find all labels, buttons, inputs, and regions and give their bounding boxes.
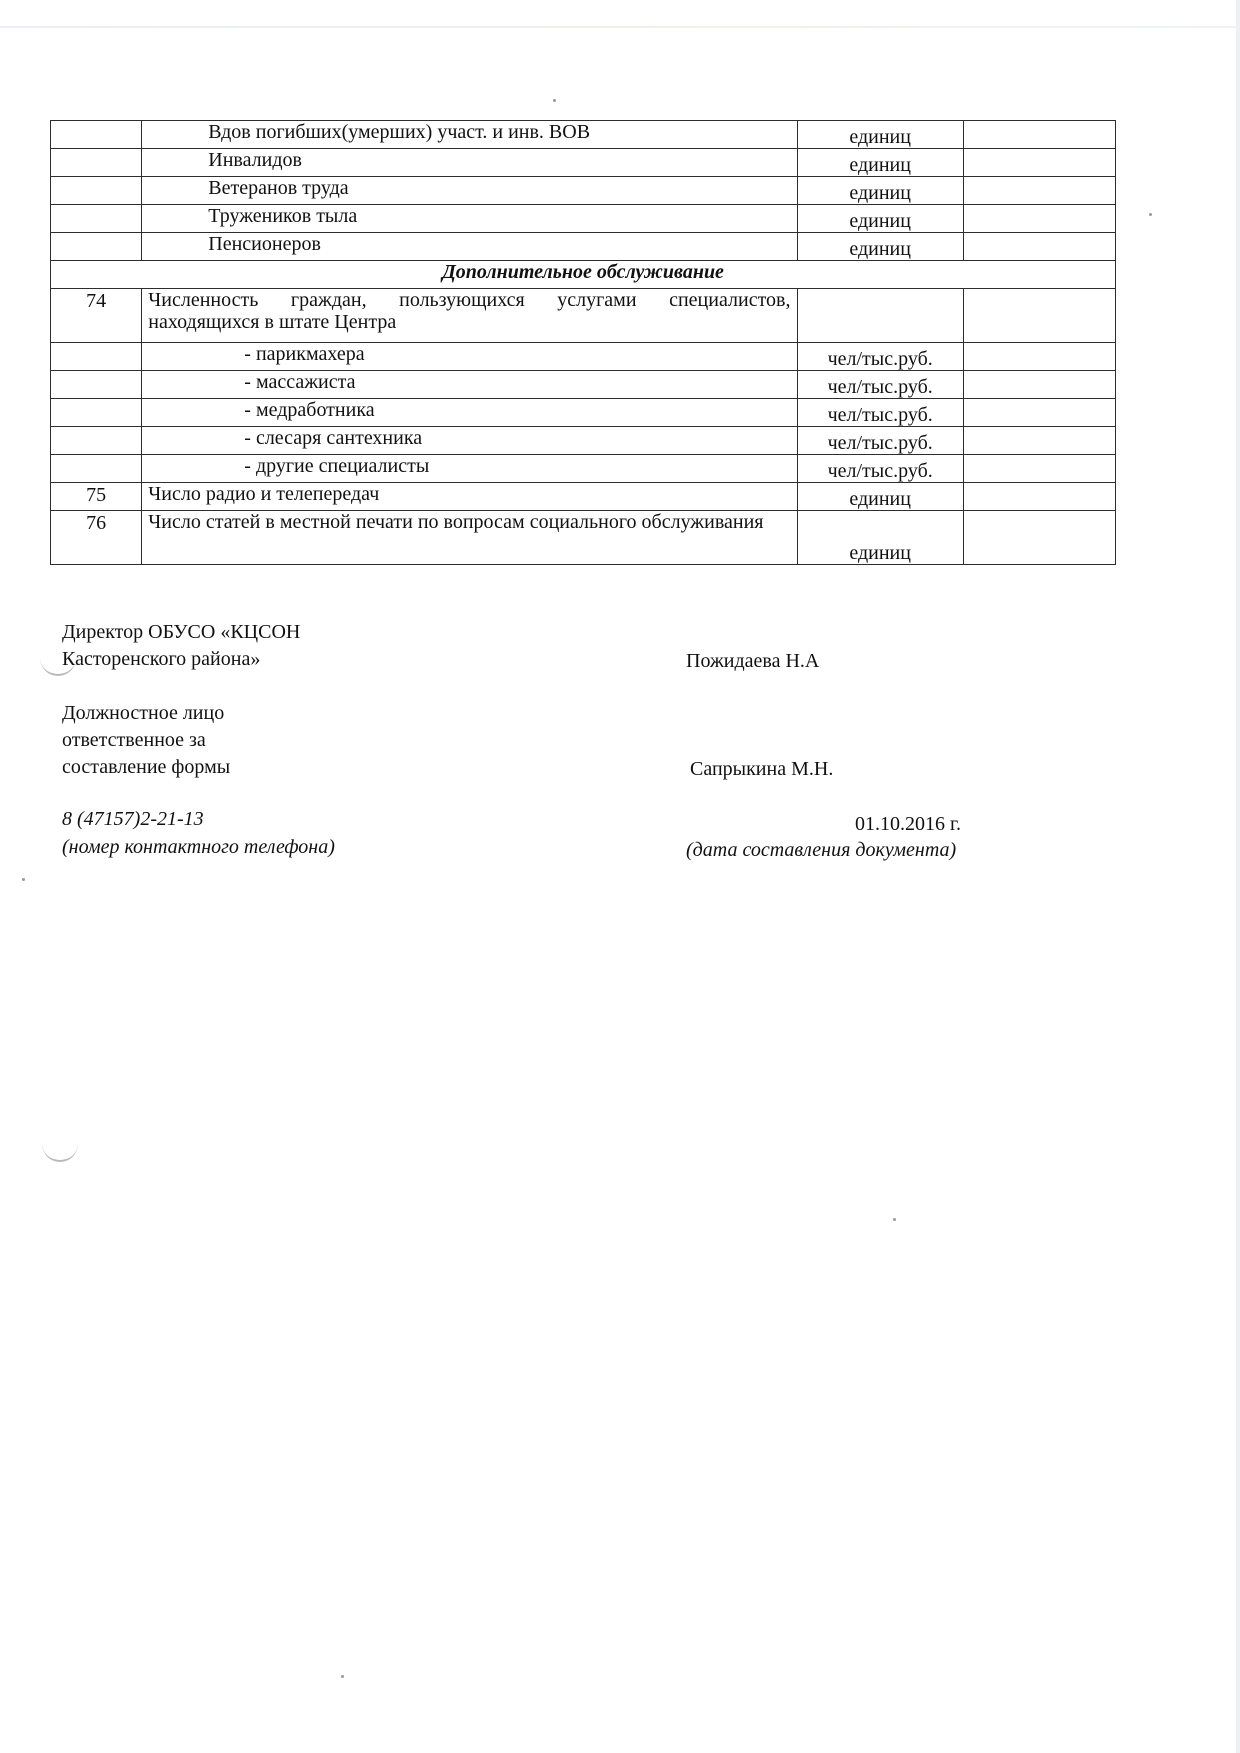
row-name: - парикмахера — [142, 343, 797, 371]
scan-edge-right — [1236, 0, 1240, 1753]
table-row — [51, 233, 1116, 261]
punch-hole-mark — [42, 1142, 78, 1162]
row-unit: чел/тыс.руб. — [797, 343, 963, 371]
row-number — [51, 233, 142, 261]
row-name: Число радио и телепередач — [142, 483, 797, 511]
row-value — [963, 511, 1115, 565]
director-title — [62, 619, 482, 673]
table-row — [51, 483, 1116, 511]
row-unit: единиц — [797, 149, 963, 177]
row-number: 76 — [51, 511, 142, 565]
row-name: - слесаря сантехника — [142, 427, 797, 455]
scan-speck — [22, 878, 25, 881]
official-line: ответственное за — [62, 729, 206, 751]
document-date-caption: (дата составления документа) — [686, 839, 957, 861]
section-title: Дополнительное обслуживание — [51, 261, 1116, 289]
row-number — [51, 343, 142, 371]
scan-speck — [893, 1218, 896, 1221]
table-row — [51, 149, 1116, 177]
official-title — [62, 700, 362, 781]
row-unit: чел/тыс.руб. — [797, 399, 963, 427]
row-number: 74 — [51, 289, 142, 343]
row-name: - массажиста — [142, 371, 797, 399]
row-value — [963, 121, 1115, 149]
table-row — [51, 427, 1116, 455]
table-row — [51, 455, 1116, 483]
table-row — [51, 343, 1116, 371]
contact-phone-caption: (номер контактного телефона) — [62, 836, 335, 858]
row-unit: единиц — [797, 177, 963, 205]
row-number: 75 — [51, 483, 142, 511]
row-unit: единиц — [797, 233, 963, 261]
table-row — [51, 121, 1116, 149]
row-value — [963, 233, 1115, 261]
row-unit: чел/тыс.руб. — [797, 455, 963, 483]
row-value — [963, 177, 1115, 205]
row-unit: единиц — [797, 205, 963, 233]
row-unit: единиц — [797, 121, 963, 149]
table-row — [51, 399, 1116, 427]
row-number — [51, 121, 142, 149]
row-number — [51, 149, 142, 177]
document-date: 01.10.2016 г. — [855, 813, 961, 835]
scan-edge-top — [0, 26, 1240, 28]
row-value — [963, 149, 1115, 177]
director-line: Директор ОБУСО «КЦСОН — [62, 621, 301, 643]
row-value — [963, 343, 1115, 371]
row-name: - другие специалисты — [142, 455, 797, 483]
table-row — [51, 371, 1116, 399]
row-name: Тружеников тыла — [142, 205, 797, 233]
row-unit: чел/тыс.руб. — [797, 371, 963, 399]
scan-speck — [553, 99, 556, 102]
row-name: Число статей в местной печати по вопросам социального обслуживания — [142, 511, 797, 565]
row-value — [963, 371, 1115, 399]
official-line: составление формы — [62, 756, 231, 778]
row-name: Вдов погибших(умерших) участ. и инв. ВОВ — [142, 121, 797, 149]
row-unit: чел/тыс.руб. — [797, 427, 963, 455]
punch-hole-mark — [40, 656, 76, 676]
table-row — [51, 205, 1116, 233]
official-name: Сапрыкина М.Н. — [690, 758, 834, 780]
row-value — [963, 205, 1115, 233]
row-value — [963, 399, 1115, 427]
row-unit — [797, 289, 963, 343]
row-value — [963, 427, 1115, 455]
scan-speck — [341, 1675, 344, 1678]
report-table — [50, 120, 1116, 565]
row-number — [51, 177, 142, 205]
row-unit: единиц — [797, 483, 963, 511]
row-name: Ветеранов труда — [142, 177, 797, 205]
table-row — [51, 289, 1116, 343]
row-value — [963, 455, 1115, 483]
section-header-row — [51, 261, 1116, 289]
contact-phone: 8 (47157)2-21-13 — [62, 808, 204, 830]
row-number — [51, 399, 142, 427]
table-row — [51, 177, 1116, 205]
director-name: Пожидаева Н.А — [686, 650, 820, 672]
row-name: Инвалидов — [142, 149, 797, 177]
director-line: Касторенского района» — [62, 648, 261, 670]
table-row — [51, 511, 1116, 565]
row-name: - медработника — [142, 399, 797, 427]
row-name: Пенсионеров — [142, 233, 797, 261]
row-unit: единиц — [797, 511, 963, 565]
row-number — [51, 371, 142, 399]
row-value — [963, 289, 1115, 343]
row-name: Численность граждан, пользующихся услугами специалистов, находящихся в штате Центра — [142, 289, 797, 343]
row-number — [51, 455, 142, 483]
official-line: Должностное лицо — [62, 702, 225, 724]
row-number — [51, 205, 142, 233]
scan-speck — [1149, 213, 1152, 216]
row-number — [51, 427, 142, 455]
row-value — [963, 483, 1115, 511]
